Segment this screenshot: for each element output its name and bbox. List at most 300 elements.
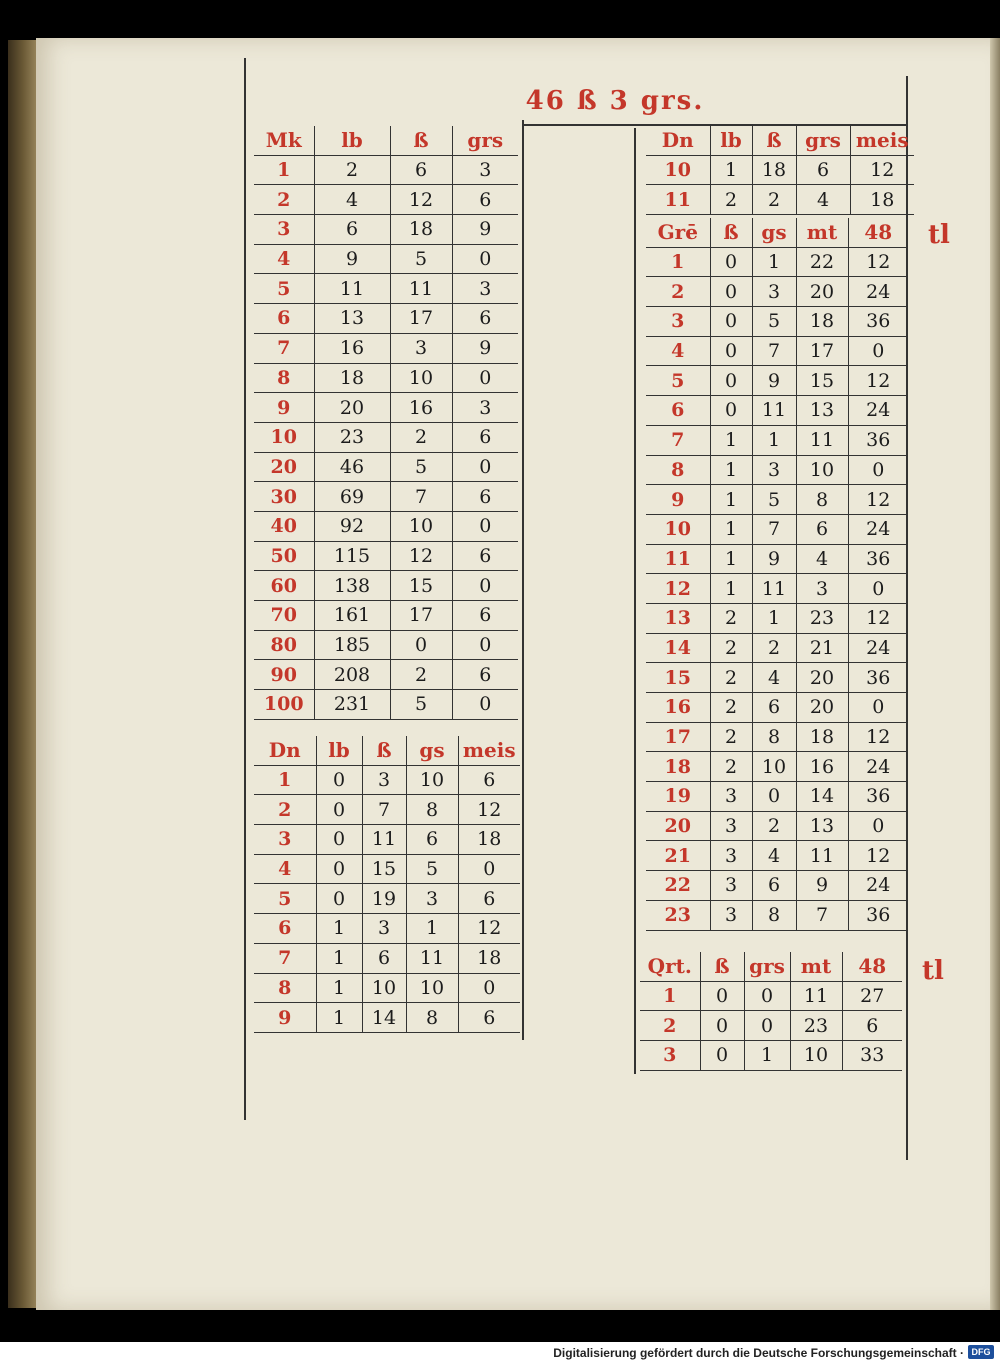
column-header: 48 [842, 952, 902, 981]
table-cell: 10 [790, 1041, 842, 1071]
row-label: 17 [646, 722, 710, 752]
row-label: 30 [254, 482, 314, 512]
row-label: 6 [254, 914, 316, 944]
table-cell: 185 [314, 630, 390, 660]
table-row [254, 571, 518, 601]
column-header: Dn [254, 736, 316, 765]
row-label: 21 [646, 841, 710, 871]
table-cell: 0 [700, 1041, 744, 1071]
table-cell: 6 [452, 482, 518, 512]
row-label: 1 [254, 765, 316, 795]
table-cell: 0 [848, 574, 908, 604]
table-cell: 36 [848, 663, 908, 693]
table-cell: 2 [710, 722, 752, 752]
table-cell: 3 [452, 155, 518, 185]
table-row [254, 185, 518, 215]
table-cell: 1 [752, 425, 796, 455]
row-label: 40 [254, 511, 314, 541]
table-cell: 11 [362, 825, 406, 855]
table-row [254, 155, 518, 185]
row-label: 9 [254, 393, 314, 423]
table-cell: 15 [390, 571, 452, 601]
table-row [254, 973, 520, 1003]
table-cell: 0 [710, 247, 752, 277]
table-cell: 3 [752, 277, 796, 307]
table-marks-to-pounds [254, 126, 518, 720]
row-label: 5 [646, 366, 710, 396]
table-cell: 0 [390, 630, 452, 660]
table-row [646, 455, 908, 485]
table-cell: 24 [848, 277, 908, 307]
table-cell: 0 [700, 981, 744, 1011]
row-label: 4 [254, 854, 316, 884]
table-cell: 18 [390, 215, 452, 245]
table-cell: 12 [848, 366, 908, 396]
table-quarters [640, 952, 902, 1071]
table-cell: 36 [848, 900, 908, 930]
table-cell: 1 [316, 914, 362, 944]
row-label: 10 [646, 514, 710, 544]
table-row [646, 277, 908, 307]
table-cell: 1 [406, 914, 458, 944]
table-row [254, 943, 520, 973]
table-row [254, 244, 518, 274]
side-note-quarters: tl [922, 956, 944, 986]
table-cell: 36 [848, 425, 908, 455]
row-label: 14 [646, 633, 710, 663]
table-cell: 4 [796, 185, 850, 215]
table-row [254, 511, 518, 541]
table-cell: 3 [362, 914, 406, 944]
table-cell: 2 [752, 185, 796, 215]
table-row [646, 633, 908, 663]
table-row [254, 541, 518, 571]
column-header: grs [452, 126, 518, 155]
row-label: 3 [640, 1041, 700, 1071]
table-cell: 92 [314, 511, 390, 541]
table-cell: 0 [452, 511, 518, 541]
table-row [646, 900, 908, 930]
table-cell: 6 [452, 541, 518, 571]
row-label: 10 [254, 422, 314, 452]
header-row [254, 736, 520, 765]
table-cell: 5 [406, 854, 458, 884]
table-cell: 14 [362, 1003, 406, 1033]
row-label: 100 [254, 690, 314, 720]
table-cell: 1 [710, 455, 752, 485]
left-frame-rule [244, 58, 246, 1120]
table-cell: 231 [314, 690, 390, 720]
row-label: 8 [254, 973, 316, 1003]
table-cell: 12 [458, 914, 520, 944]
column-header: lb [316, 736, 362, 765]
column-header: ß [700, 952, 744, 981]
table-cell: 2 [710, 185, 752, 215]
header-row [646, 218, 908, 247]
table-row [254, 1003, 520, 1033]
table-cell: 5 [752, 307, 796, 337]
table-cell: 0 [452, 452, 518, 482]
row-label: 2 [646, 277, 710, 307]
column-header: mt [790, 952, 842, 981]
table-row [646, 544, 908, 574]
column-header: lb [710, 126, 752, 155]
side-note-grains: tl [928, 220, 950, 250]
table-cell: 1 [316, 1003, 362, 1033]
table-cell: 3 [452, 393, 518, 423]
row-label: 20 [646, 811, 710, 841]
table-cell: 0 [710, 336, 752, 366]
row-label: 70 [254, 601, 314, 631]
table-cell: 6 [452, 422, 518, 452]
table-cell: 20 [796, 663, 848, 693]
column-header: mt [796, 218, 848, 247]
table-row [254, 422, 518, 452]
row-label: 2 [254, 795, 316, 825]
table-row [646, 841, 908, 871]
table-row [640, 1041, 902, 1071]
column-header: Grē [646, 218, 710, 247]
table-cell: 12 [848, 722, 908, 752]
table-cell: 18 [850, 185, 914, 215]
table-cell: 23 [314, 422, 390, 452]
table-cell: 3 [362, 765, 406, 795]
table-cell: 8 [752, 900, 796, 930]
table-cell: 1 [744, 1041, 790, 1071]
table-row [646, 811, 908, 841]
table-row [646, 155, 914, 185]
table-cell: 12 [390, 185, 452, 215]
table-row [254, 393, 518, 423]
row-label: 90 [254, 660, 314, 690]
table-cell: 15 [796, 366, 848, 396]
table-row [646, 396, 908, 426]
table-cell: 12 [458, 795, 520, 825]
table-cell: 13 [796, 811, 848, 841]
table-cell: 14 [796, 782, 848, 812]
table-cell: 18 [796, 307, 848, 337]
table-cell: 3 [406, 884, 458, 914]
table-cell: 115 [314, 541, 390, 571]
table-cell: 7 [752, 514, 796, 544]
table-row [254, 304, 518, 334]
row-label: 60 [254, 571, 314, 601]
table-cell: 5 [390, 452, 452, 482]
table-row [646, 336, 908, 366]
table-cell: 11 [796, 425, 848, 455]
table-cell: 2 [390, 422, 452, 452]
table-cell: 46 [314, 452, 390, 482]
table-row [254, 215, 518, 245]
row-label: 13 [646, 603, 710, 633]
table-cell: 9 [314, 244, 390, 274]
table-cell: 0 [452, 244, 518, 274]
table-cell: 18 [314, 363, 390, 393]
table-cell: 4 [796, 544, 848, 574]
table-cell: 24 [848, 871, 908, 901]
table-cell: 33 [842, 1041, 902, 1071]
row-label: 11 [646, 185, 710, 215]
table-cell: 24 [848, 396, 908, 426]
table-cell: 21 [796, 633, 848, 663]
table-cell: 3 [452, 274, 518, 304]
table-cell: 6 [842, 1011, 902, 1041]
table-cell: 6 [362, 943, 406, 973]
table-cell: 3 [710, 811, 752, 841]
row-label: 3 [254, 825, 316, 855]
table-cell: 0 [848, 693, 908, 723]
table-row [254, 914, 520, 944]
table-cell: 1 [316, 973, 362, 1003]
table-cell: 10 [796, 455, 848, 485]
table-cell: 1 [710, 485, 752, 515]
table-row [646, 574, 908, 604]
row-label: 23 [646, 900, 710, 930]
table-cell: 15 [362, 854, 406, 884]
table-dn-left [254, 736, 520, 1033]
table-grains [646, 218, 908, 931]
row-label: 2 [254, 185, 314, 215]
row-label: 9 [254, 1003, 316, 1033]
table-cell: 2 [710, 633, 752, 663]
table-cell: 23 [790, 1011, 842, 1041]
row-label: 7 [254, 943, 316, 973]
table-cell: 20 [314, 393, 390, 423]
table-cell: 18 [752, 155, 796, 185]
table-cell: 8 [796, 485, 848, 515]
row-label: 22 [646, 871, 710, 901]
table-cell: 3 [752, 455, 796, 485]
table-cell: 3 [390, 333, 452, 363]
column-header: ß [752, 126, 796, 155]
table-cell: 0 [710, 277, 752, 307]
table-cell: 0 [452, 571, 518, 601]
table-cell: 36 [848, 544, 908, 574]
table-cell: 3 [710, 900, 752, 930]
table-cell: 2 [314, 155, 390, 185]
table-cell: 11 [790, 981, 842, 1011]
table-row [254, 482, 518, 512]
table-cell: 6 [390, 155, 452, 185]
table-cell: 7 [796, 900, 848, 930]
row-label: 6 [646, 396, 710, 426]
table-row [646, 663, 908, 693]
table-cell: 69 [314, 482, 390, 512]
table-cell: 11 [390, 274, 452, 304]
table-cell: 6 [796, 514, 848, 544]
table-cell: 12 [848, 247, 908, 277]
column-header: gs [752, 218, 796, 247]
table-cell: 6 [752, 871, 796, 901]
table-row [254, 660, 518, 690]
table-cell: 0 [710, 366, 752, 396]
row-label: 19 [646, 782, 710, 812]
table-cell: 10 [362, 973, 406, 1003]
table-cell: 2 [710, 752, 752, 782]
table-cell: 12 [850, 155, 914, 185]
table-cell: 36 [848, 782, 908, 812]
row-label: 8 [254, 363, 314, 393]
table-cell: 0 [744, 1011, 790, 1041]
table-row [646, 307, 908, 337]
table-cell: 0 [316, 825, 362, 855]
table-cell: 17 [390, 304, 452, 334]
table-cell: 0 [744, 981, 790, 1011]
column-header: lb [314, 126, 390, 155]
table-cell: 208 [314, 660, 390, 690]
row-label: 16 [646, 693, 710, 723]
table-cell: 16 [390, 393, 452, 423]
table-cell: 11 [314, 274, 390, 304]
table-cell: 18 [458, 943, 520, 973]
row-label: 20 [254, 452, 314, 482]
column-header: ß [362, 736, 406, 765]
table-cell: 2 [752, 633, 796, 663]
column-header: grs [796, 126, 850, 155]
column-header: 48 [848, 218, 908, 247]
table-cell: 7 [362, 795, 406, 825]
table-cell: 0 [752, 782, 796, 812]
table-cell: 0 [452, 363, 518, 393]
row-label: 18 [646, 752, 710, 782]
table-cell: 6 [752, 693, 796, 723]
row-label: 5 [254, 884, 316, 914]
table-cell: 6 [796, 155, 850, 185]
row-label: 4 [646, 336, 710, 366]
table-cell: 24 [848, 633, 908, 663]
middle-frame-rule-left [522, 120, 524, 1040]
table-row [254, 765, 520, 795]
table-cell: 0 [848, 811, 908, 841]
row-label: 10 [646, 155, 710, 185]
table-cell: 11 [752, 574, 796, 604]
table-cell: 27 [842, 981, 902, 1011]
table-row [254, 274, 518, 304]
table-cell: 12 [848, 603, 908, 633]
table-cell: 0 [452, 690, 518, 720]
table-cell: 4 [314, 185, 390, 215]
table-row [254, 601, 518, 631]
column-header: Dn [646, 126, 710, 155]
table-cell: 9 [752, 544, 796, 574]
table-row [254, 690, 518, 720]
table-cell: 0 [710, 307, 752, 337]
table-cell: 2 [710, 693, 752, 723]
footer-credit: Digitalisierung gefördert durch die Deutsche Forschungsgemeinschaft · [553, 1346, 964, 1360]
table-row [254, 363, 518, 393]
table-cell: 24 [848, 752, 908, 782]
row-label: 6 [254, 304, 314, 334]
table-cell: 0 [316, 854, 362, 884]
table-cell: 0 [458, 973, 520, 1003]
column-header: meis [458, 736, 520, 765]
table-cell: 17 [390, 601, 452, 631]
row-label: 9 [646, 485, 710, 515]
table-cell: 16 [796, 752, 848, 782]
table-cell: 7 [390, 482, 452, 512]
table-cell: 1 [710, 425, 752, 455]
table-cell: 0 [700, 1011, 744, 1041]
table-row [646, 752, 908, 782]
table-cell: 36 [848, 307, 908, 337]
table-cell: 0 [316, 884, 362, 914]
table-cell: 9 [452, 215, 518, 245]
table-cell: 5 [390, 690, 452, 720]
table-cell: 0 [316, 765, 362, 795]
table-row [646, 782, 908, 812]
table-cell: 17 [796, 336, 848, 366]
table-cell: 5 [752, 485, 796, 515]
table-cell: 1 [752, 603, 796, 633]
row-label: 5 [254, 274, 314, 304]
table-cell: 9 [752, 366, 796, 396]
row-label: 3 [254, 215, 314, 245]
page-header: 46 ß 3 grs. [525, 86, 705, 116]
table-cell: 20 [796, 277, 848, 307]
column-header: meis [850, 126, 914, 155]
table-cell: 13 [314, 304, 390, 334]
table-row [646, 485, 908, 515]
table-cell: 6 [458, 765, 520, 795]
table-cell: 2 [710, 603, 752, 633]
table-cell: 138 [314, 571, 390, 601]
table-cell: 10 [390, 363, 452, 393]
row-label: 12 [646, 574, 710, 604]
table-cell: 6 [458, 884, 520, 914]
row-label: 50 [254, 541, 314, 571]
table-cell: 24 [848, 514, 908, 544]
column-header: grs [744, 952, 790, 981]
table-cell: 6 [452, 601, 518, 631]
table-cell: 16 [314, 333, 390, 363]
table-cell: 2 [390, 660, 452, 690]
table-cell: 4 [752, 663, 796, 693]
table-cell: 13 [796, 396, 848, 426]
table-cell: 22 [796, 247, 848, 277]
table-cell: 6 [314, 215, 390, 245]
table-row [646, 366, 908, 396]
row-label: 4 [254, 244, 314, 274]
row-label: 15 [646, 663, 710, 693]
row-label: 80 [254, 630, 314, 660]
table-cell: 1 [710, 574, 752, 604]
table-dn-right [646, 126, 914, 215]
table-cell: 11 [796, 841, 848, 871]
middle-frame-rule-right [634, 128, 636, 1074]
column-header: Mk [254, 126, 314, 155]
table-row [646, 693, 908, 723]
table-cell: 9 [796, 871, 848, 901]
table-cell: 0 [458, 854, 520, 884]
table-cell: 7 [752, 336, 796, 366]
table-cell: 1 [710, 155, 752, 185]
table-row [254, 825, 520, 855]
row-label: 1 [640, 981, 700, 1011]
table-cell: 0 [848, 336, 908, 366]
table-cell: 6 [452, 304, 518, 334]
table-row [646, 722, 908, 752]
table-cell: 10 [406, 765, 458, 795]
table-cell: 20 [796, 693, 848, 723]
row-label: 7 [254, 333, 314, 363]
table-cell: 12 [848, 841, 908, 871]
column-header: ß [710, 218, 752, 247]
row-label: 7 [646, 425, 710, 455]
table-cell: 12 [390, 541, 452, 571]
table-cell: 6 [406, 825, 458, 855]
header-row [640, 952, 902, 981]
table-row [646, 514, 908, 544]
